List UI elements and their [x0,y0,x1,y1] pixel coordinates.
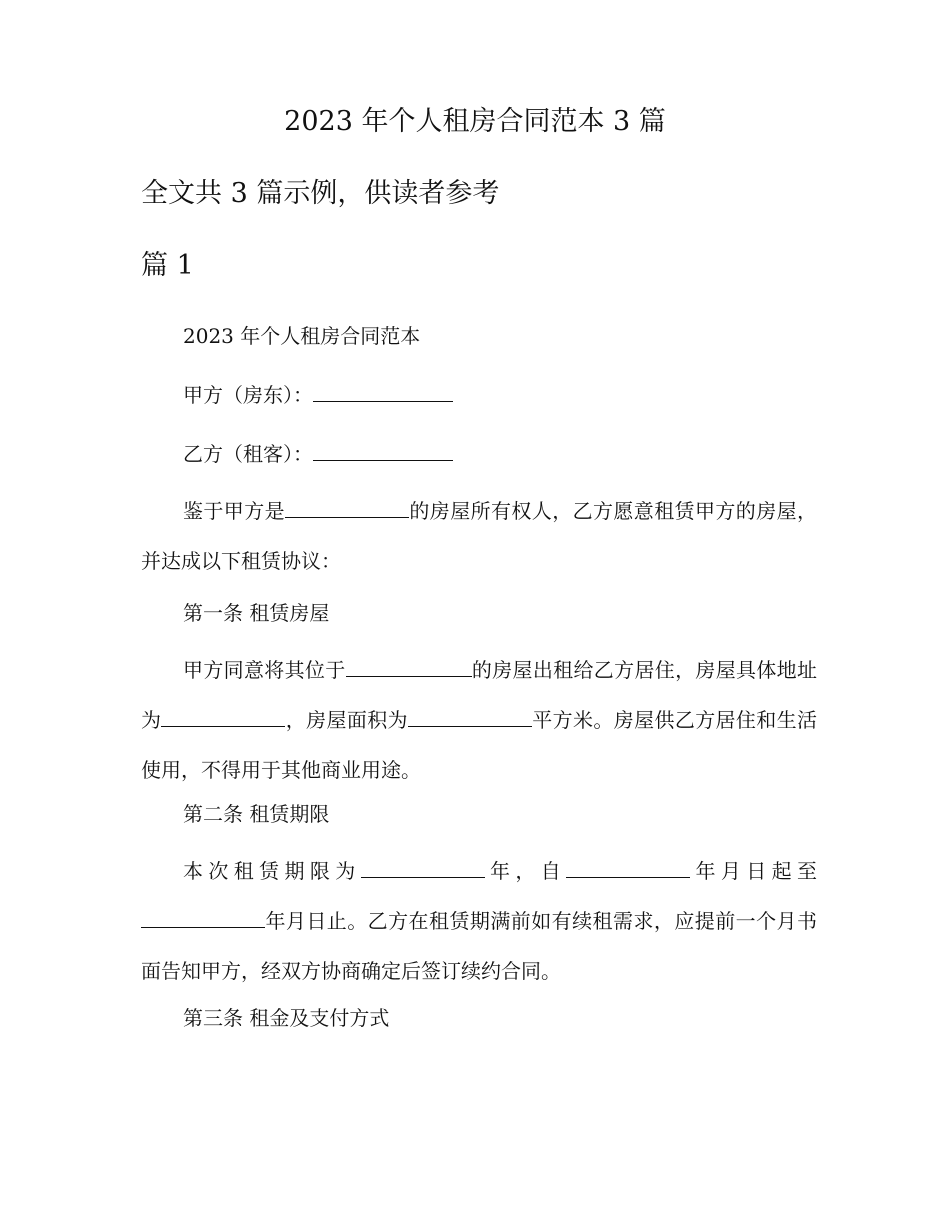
article-1-heading: 第一条 租赁房屋 [183,601,330,625]
party-a-line [183,381,453,409]
owner-location-blank [285,497,409,518]
property-area-blank [408,706,532,727]
preamble-text-2: 的房屋所有权人，乙方愿意租赁甲方的房屋，并达成以下租赁协议： [141,499,817,573]
article-2-heading: 第二条 租赁期限 [183,802,330,826]
intro-line: 全文共 3 篇示例，供读者参考 [141,178,500,209]
lease-start-blank [566,857,690,878]
article-2-paragraph [141,846,817,996]
article-2-text-2: 年，自 [484,859,567,883]
preamble-text-1: 鉴于甲方是 [183,499,285,523]
article-3-heading: 第三条 租金及支付方式 [183,1006,390,1030]
article-2-text-3: 年月日起至 [690,859,817,883]
article-2-text-4: 年月日止。乙方在租赁期满前如有续租需求，应提前一个月书面告知甲方，经双方协商确定后签订续约合同。 [141,909,817,983]
lease-end-blank [141,907,265,928]
document-title: 2023 年个人租房合同范本 3 篇 [284,106,666,137]
article-1-text-2: 的房屋出租给乙方居住，房屋具体地址为 [141,658,818,732]
contract-subtitle: 2023 年个人租房合同范本 [183,324,421,348]
party-a-label: 甲方（房东）： [183,383,313,407]
property-address-blank [161,706,285,727]
article-1-paragraph [141,645,817,795]
party-b-label: 乙方（租客）： [183,442,313,466]
party-b-line [183,440,453,468]
preamble-paragraph [141,486,817,586]
article-1-text-1: 甲方同意将其位于 [183,658,346,682]
property-location-blank [346,656,472,677]
lease-term-blank [361,857,485,878]
party-a-blank [313,381,453,402]
article-2-text-1: 本次租赁期限为 [183,859,361,883]
party-b-blank [313,440,453,461]
article-1-text-3: ，房屋面积为 [285,708,408,732]
section-heading: 篇 1 [141,250,194,281]
article-1-text-4: 平方米。房屋供乙方居住和生活使用，不得用于其他商业用途。 [141,708,818,782]
